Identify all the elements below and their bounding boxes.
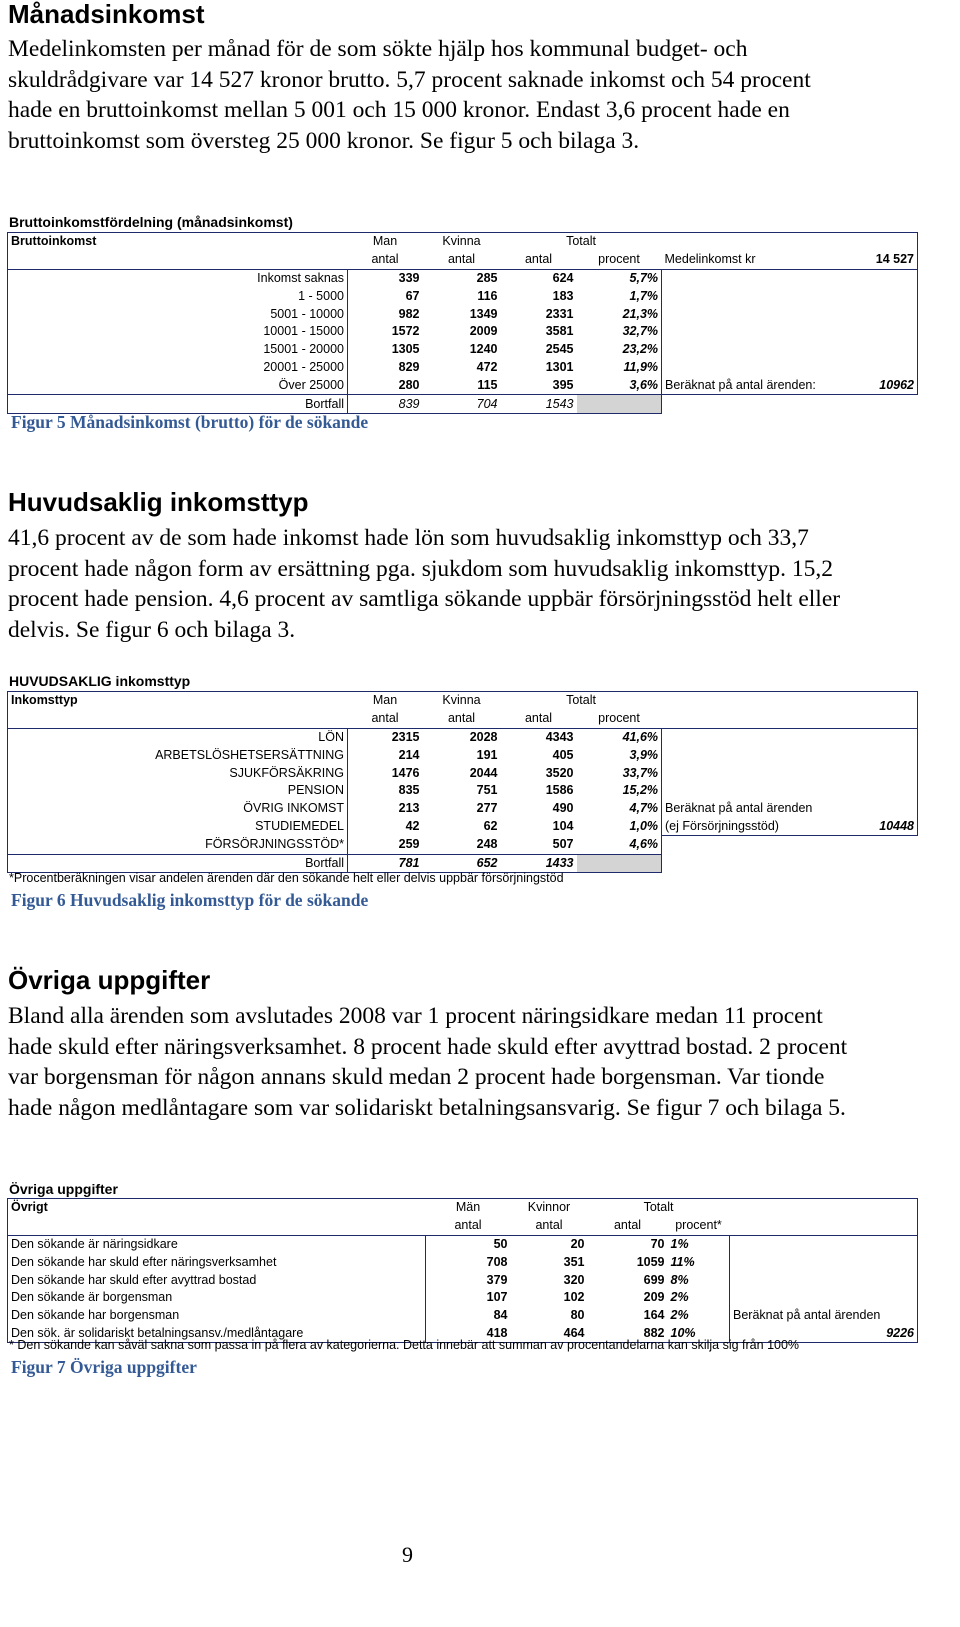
table-row: 15001 - 20000 1305 1240 2545 23,2%	[8, 341, 918, 359]
table-bruttoinkomst	[7, 232, 918, 414]
table-row: Den sök. är solidariskt betalningsansv./medlåntagare 418 464 882 10% 9226	[8, 1325, 918, 1343]
table-row: LÖN 2315 2028 4343 41,6%	[8, 728, 918, 746]
table-header-row	[8, 233, 918, 251]
sub-antal-kvinna: antal	[423, 251, 501, 269]
table-row: Den sökande har skuld efter avyttrad bostad 379 320 699 8%	[8, 1271, 918, 1289]
sub-antal-kvinna: antal	[423, 710, 501, 728]
sub-antal-man: antal	[348, 251, 423, 269]
ej-forsorjningsstod-label: (ej Försörjningsstöd)	[662, 818, 848, 836]
col-kvinna-header: Kvinnor	[511, 1199, 588, 1217]
table-row: 5001 - 10000 982 1349 2331 21,3%	[8, 305, 918, 323]
col-kvinna-header: Kvinna	[423, 233, 501, 251]
table-row: Inkomst saknas 339 285 624 5,7%	[8, 269, 918, 287]
col-man-header: Man	[348, 692, 423, 710]
table-row: ARBETSLÖSHETSERSÄTTNING 214 191 405 3,9%	[8, 746, 918, 764]
berakn-label: Beräknat på antal ärenden	[730, 1307, 918, 1325]
bortfall-row: Bortfall 781 652 1433	[8, 854, 918, 873]
table-header-row	[8, 692, 918, 710]
table-row: STUDIEMEDEL 42 62 104 1,0% (ej Försörjningsstöd) 10448	[8, 818, 918, 836]
footnote-inkomsttyp: *Procentberäkningen visar andelen ärenden där den sökande helt eller delvis uppbär försörjningstöd	[9, 871, 564, 885]
paragraph-manadsinkomst: Medelinkomsten per månad för de som sökte hjälp hos kommunal budget- och skuldrådgivare var 14 527 kronor brutto. 5,7 procent saknade inkomst och 54 procent hade en bruttoinkomst mellan 5 001 och 15 000 kronor. Endast 3,6 procent hade en bruttoinkomst som översteg 25 000 kronor. Se figur 5 och bilaga 3.	[8, 36, 811, 154]
table-row: 1 - 5000 67 116 183 1,7%	[8, 287, 918, 305]
row-header-label: Övrigt	[8, 1199, 426, 1217]
medelinkomst-value: 14 527	[848, 251, 918, 269]
table-row: 10001 - 15000 1572 2009 3581 32,7%	[8, 323, 918, 341]
sub-antal-man: antal	[426, 1217, 511, 1235]
table-caption-ovriga: Övriga uppgifter	[9, 1181, 118, 1197]
berakn-value: 9226	[840, 1325, 918, 1343]
col-man-header: Män	[426, 1199, 511, 1217]
paragraph-huvudsaklig-inkomsttyp: 41,6 procent av de som hade inkomst hade lön som huvudsaklig inkomsttyp och 33,7 procent hade någon form av ersättning pga. sjukdom som huvudsaklig inkomsttyp. 15,2 procent hade pension. 4,6 procent av samtliga sökande uppbär försörjningsstöd helt eller delvis. Se figur 6 och bilaga 3.	[8, 525, 841, 643]
heading-ovriga-uppgifter: Övriga uppgifter	[8, 965, 211, 995]
sub-procent: procent	[577, 251, 662, 269]
table-subheader-row	[8, 1217, 918, 1235]
table-caption-bruttoinkomst: Bruttoinkomstfördelning (månadsinkomst)	[9, 214, 293, 230]
sub-antal-man: antal	[348, 710, 423, 728]
figure-caption-7: Figur 7 Övriga uppgifter	[11, 1357, 197, 1377]
table-row: PENSION 835 751 1586 15,2%	[8, 782, 918, 800]
table-row: SJUKFÖRSÄKRING 1476 2044 3520 33,7%	[8, 764, 918, 782]
table-row: Den sökande har skuld efter näringsverksamhet 708 351 1059 11%	[8, 1253, 918, 1271]
paragraph-ovriga-uppgifter: Bland alla ärenden som avslutades 2008 var 1 procent näringsidkare medan 11 procent hade skuld efter näringsverksamhet. 8 procent hade skuld efter avyttrad bostad. 2 procent var borgensman för någon annans skuld medan 2 procent hade borgensman. Var tionde hade någon medlåntagare som var solidariskt betalningsansvarig. Se figur 7 och bilaga 5.	[8, 1003, 848, 1121]
col-kvinna-header: Kvinna	[423, 692, 501, 710]
heading-manadsinkomst: Månadsinkomst	[8, 0, 205, 29]
table-header-row	[8, 1199, 918, 1217]
berakn-value: 10448	[848, 818, 918, 836]
table-row: 20001 - 25000 829 472 1301 11,9%	[8, 359, 918, 377]
table-row: Den sökande är borgensman 107 102 209 2%	[8, 1289, 918, 1307]
col-totalt-header: Totalt	[501, 692, 662, 710]
figure-caption-5: Figur 5 Månadsinkomst (brutto) för de sökande	[11, 412, 369, 432]
col-totalt-header: Totalt	[588, 1199, 730, 1217]
sub-procent: procent*	[668, 1217, 730, 1235]
footnote-ovriga: * Den sökande kan såväl sakna som passa in på flera av kategorierna. Detta innebär att summan av procentandelarna kan skilja sig från 100%	[9, 1338, 800, 1352]
row-header-label: Bruttoinkomst	[8, 233, 348, 251]
sub-antal-totalt: antal	[501, 251, 577, 269]
table-row: Den sökande är näringsidkare 50 20 70 1%	[8, 1235, 918, 1253]
table-subheader-row	[8, 710, 918, 728]
table-row: Över 25000 280 115 395 3,6% Beräknat på antal ärenden: 10962	[8, 376, 918, 394]
sub-antal-totalt: antal	[501, 710, 577, 728]
medelinkomst-label: Medelinkomst kr	[662, 251, 848, 269]
berakn-label: Beräknat på antal ärenden	[662, 800, 918, 818]
figure-caption-6: Figur 6 Huvudsaklig inkomsttyp för de sökande	[11, 890, 369, 910]
berakn-label: Beräknat på antal ärenden:	[662, 376, 848, 394]
sub-antal-kvinna: antal	[511, 1217, 588, 1235]
sub-procent: procent	[577, 710, 662, 728]
table-subheader-row	[8, 251, 918, 269]
table-ovriga	[7, 1198, 918, 1343]
page-number: 9	[402, 1542, 413, 1567]
row-header-label: Inkomsttyp	[8, 692, 348, 710]
table-inkomsttyp	[7, 691, 918, 873]
berakn-value: 10962	[848, 376, 918, 394]
bortfall-row: Bortfall 839 704 1543	[8, 395, 918, 414]
col-man-header: Man	[348, 233, 423, 251]
table-caption-inkomsttyp: HUVUDSAKLIG inkomsttyp	[9, 673, 191, 689]
table-row: ÖVRIG INKOMST 213 277 490 4,7% Beräknat på antal ärenden	[8, 800, 918, 818]
table-row: FÖRSÖRJNINGSSTÖD* 259 248 507 4,6%	[8, 836, 918, 854]
sub-antal-totalt: antal	[588, 1217, 668, 1235]
table-row: Den sökande har borgensman 84 80 164 2% Beräknat på antal ärenden	[8, 1307, 918, 1325]
col-totalt-header: Totalt	[501, 233, 662, 251]
heading-huvudsaklig-inkomsttyp: Huvudsaklig inkomsttyp	[8, 487, 309, 517]
